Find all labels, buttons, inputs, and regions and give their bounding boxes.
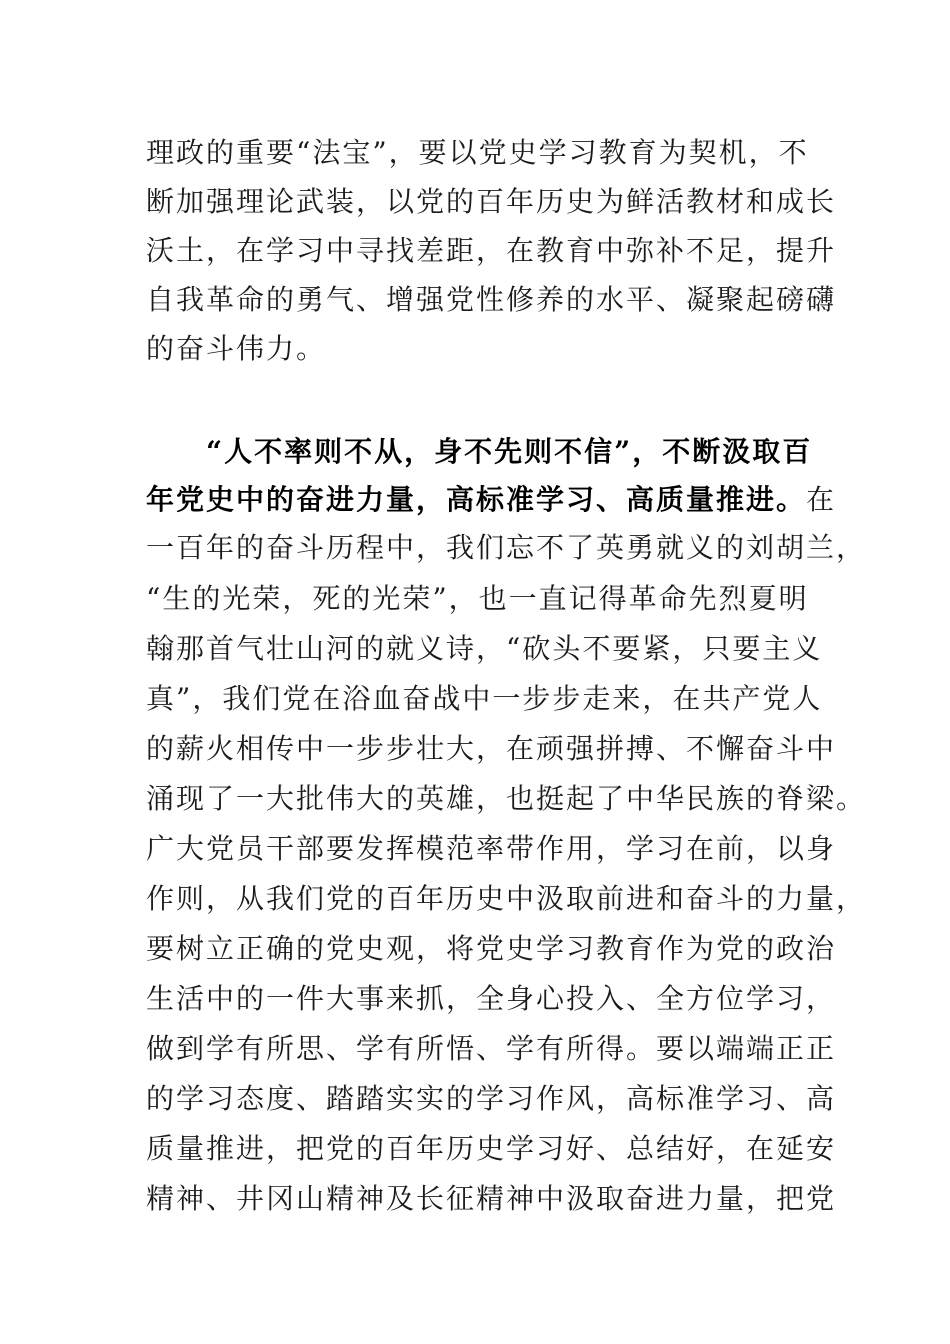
paragraph2-line-11: 要树立正确的党史观，将党史学习教育作为党的政治: [146, 932, 837, 965]
paragraph2-line-2-tail: 在: [806, 483, 837, 516]
paragraph2-line-16: 精神、井冈山精神及长征精神中汲取奋进力量，把党: [146, 1182, 837, 1215]
paragraph2-line-15: 质量推进，把党的百年历史学习好、总结好，在延安: [146, 1132, 837, 1165]
paragraph2-line-13: 做到学有所思、学有所悟、学有所得。要以端端正正: [146, 1032, 837, 1065]
paragraph1-line-5: 的奋斗伟力。: [146, 332, 327, 365]
paragraph2-line-10: 作则，从我们党的百年历史中汲取前进和奋斗的力量，: [146, 882, 867, 915]
paragraph1-line-1: 理政的重要“法宝”，要以党史学习教育为契机，不: [146, 136, 809, 169]
paragraph2-heading-line-2: 年党史中的奋进力量，高标准学习、高质量推进。: [146, 483, 807, 516]
paragraph2-line-4: “生的光荣，死的光荣”，也一直记得革命先烈夏明: [146, 582, 809, 615]
paragraph2-line-6: 真”，我们党在浴血奋战中一步步走来，在共产党人: [146, 682, 823, 715]
paragraph2-heading-line-1: “人不率则不从，身不先则不信”，不断汲取百: [206, 435, 813, 468]
paragraph2-line-9: 广大党员干部要发挥模范率带作用，学习在前，以身: [146, 832, 837, 865]
paragraph2-line-8: 涌现了一大批伟大的英雄，也挺起了中华民族的脊梁。: [146, 782, 867, 815]
paragraph2-line-3: 一百年的奋斗历程中，我们忘不了英勇就义的刘胡兰，: [146, 531, 867, 564]
paragraph1-line-2: 断加强理论武装，以党的百年历史为鲜活教材和成长: [146, 185, 837, 218]
paragraph2-line-5: 翰那首气壮山河的就义诗，“砍头不要紧，只要主义: [146, 632, 823, 665]
paragraph1-line-3: 沃土，在学习中寻找差距，在教育中弥补不足，提升: [146, 234, 837, 267]
paragraph2-line-12: 生活中的一件大事来抓，全身心投入、全方位学习，: [146, 982, 837, 1015]
paragraph2-line-14: 的学习态度、踏踏实实的学习作风，高标准学习、高: [146, 1082, 837, 1115]
paragraph2-line-7: 的薪火相传中一步步壮大，在顽强拼搏、不懈奋斗中: [146, 732, 837, 765]
paragraph1-line-4: 自我革命的勇气、增强党性修养的水平、凝聚起磅礴: [146, 283, 837, 316]
paragraph2-line-2: [146, 480, 836, 520]
